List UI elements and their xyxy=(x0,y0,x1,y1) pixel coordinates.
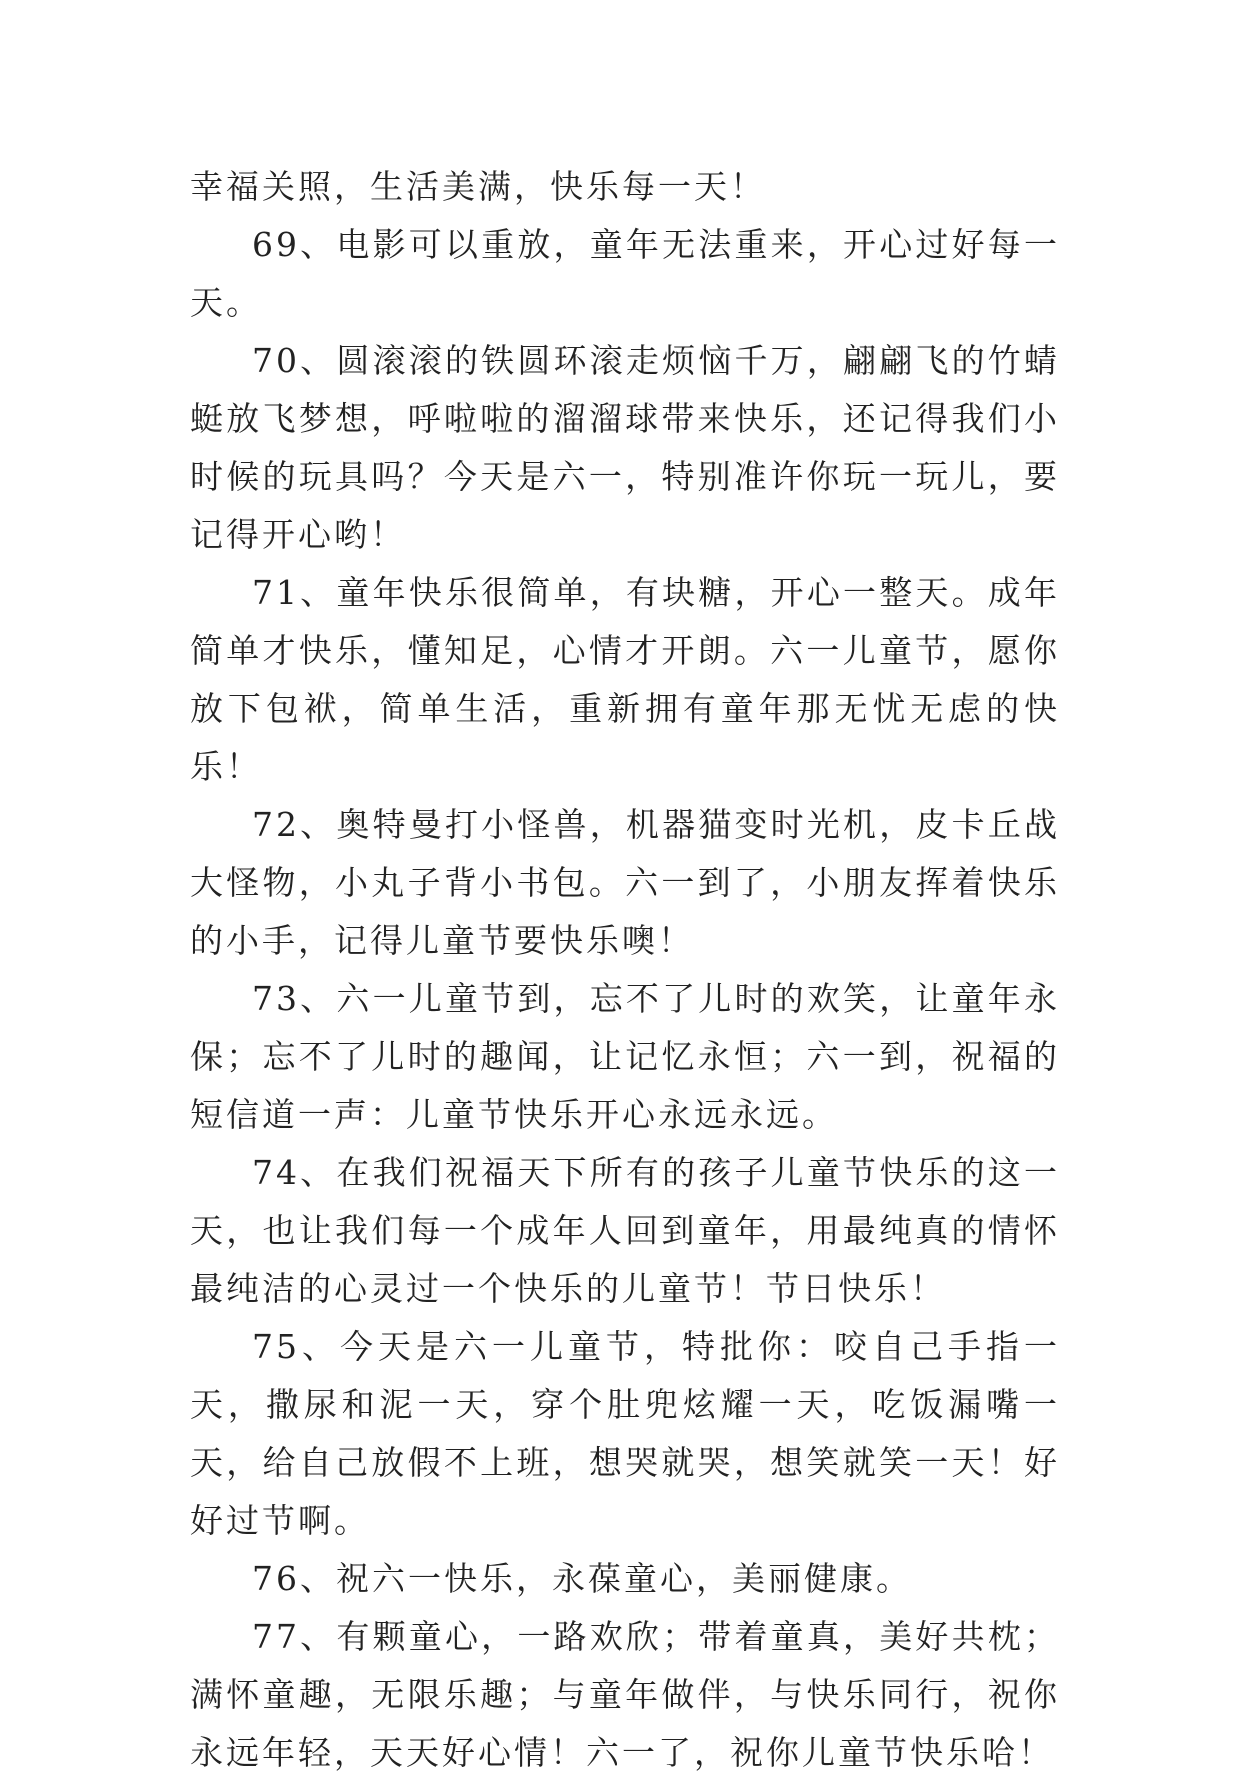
paragraph-69: 69、电影可以重放，童年无法重来，开心过好每一天。 xyxy=(190,225,1060,322)
document-body xyxy=(190,158,1060,1782)
paragraph-72: 72、奥特曼打小怪兽，机器猫变时光机，皮卡丘战大怪物，小丸子背小书包。六一到了，小朋友挥着快乐的小手，记得儿童节要快乐噢！ xyxy=(190,805,1060,960)
paragraph-73: 73、六一儿童节到，忘不了儿时的欢笑，让童年永保；忘不了儿时的趣闻，让记忆永恒；六一到，祝福的短信道一声：儿童节快乐开心永远永远。 xyxy=(190,979,1060,1134)
paragraph-74: 74、在我们祝福天下所有的孩子儿童节快乐的这一天，也让我们每一个成年人回到童年，用最纯真的情怀最纯洁的心灵过一个快乐的儿童节！节日快乐！ xyxy=(190,1153,1060,1308)
paragraph-continuation: 幸福关照，生活美满，快乐每一天！ xyxy=(190,167,766,206)
paragraph-71: 71、童年快乐很简单，有块糖，开心一整天。成年简单才快乐，懂知足，心情才开朗。六一儿童节，愿你放下包袱，简单生活，重新拥有童年那无忧无虑的快乐！ xyxy=(190,573,1060,786)
paragraph-76: 76、祝六一快乐，永葆童心，美丽健康。 xyxy=(252,1559,912,1598)
paragraph-75: 75、今天是六一儿童节，特批你：咬自己手指一天，撒尿和泥一天，穿个肚兜炫耀一天，吃饭漏嘴一天，给自己放假不上班，想哭就哭，想笑就笑一天！好好过节啊。 xyxy=(190,1327,1060,1540)
paragraph-77: 77、有颗童心，一路欢欣；带着童真，美好共枕；满怀童趣，无限乐趣；与童年做伴，与快乐同行，祝你永远年轻，天天好心情！六一了，祝你儿童节快乐哈！ xyxy=(190,1617,1060,1772)
paragraph-70: 70、圆滚滚的铁圆环滚走烦恼千万，翩翩飞的竹蜻蜓放飞梦想，呼啦啦的溜溜球带来快乐，还记得我们小时候的玩具吗？今天是六一，特别准许你玩一玩儿，要记得开心哟！ xyxy=(190,341,1060,554)
